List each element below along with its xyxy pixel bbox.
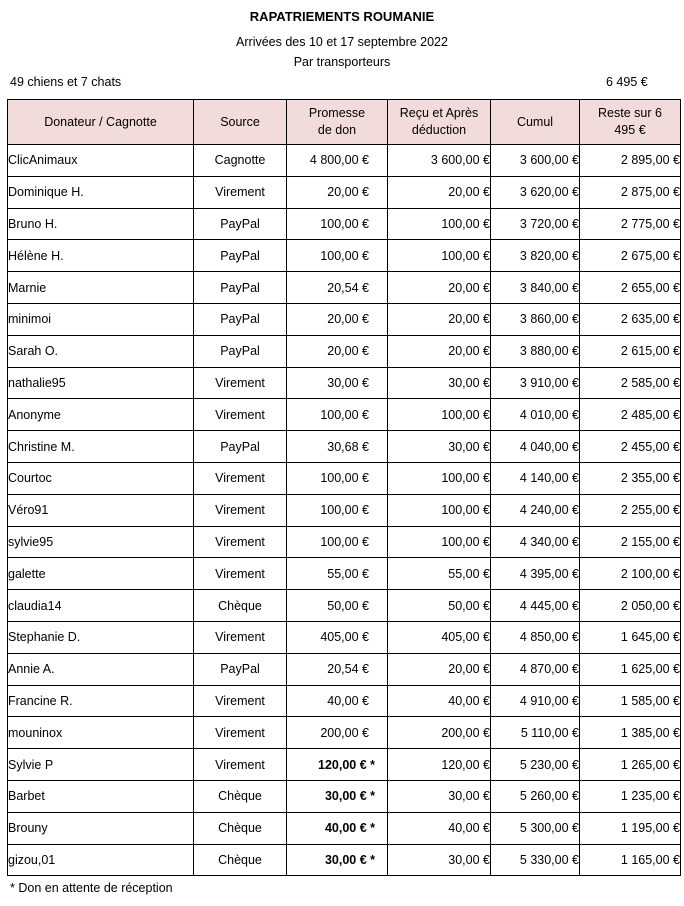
- table-row: [8, 494, 681, 526]
- table-body: [8, 145, 681, 876]
- cell-donor: Sarah O.: [8, 335, 194, 367]
- cell-cumul: 3 880,00 €: [491, 335, 580, 367]
- cell-reste: 2 155,00 €: [580, 526, 681, 558]
- cell-reste: 2 655,00 €: [580, 272, 681, 304]
- cell-reste: 1 385,00 €: [580, 717, 681, 749]
- cell-received: 100,00 €: [388, 462, 491, 494]
- table-row: [8, 303, 681, 335]
- cell-cumul: 4 240,00 €: [491, 494, 580, 526]
- table-row: [8, 399, 681, 431]
- cell-received: 20,00 €: [388, 303, 491, 335]
- cell-promise: 100,00 €: [287, 462, 388, 494]
- header-source: Source: [194, 100, 287, 145]
- cell-cumul: 5 110,00 €: [491, 717, 580, 749]
- cell-received: 3 600,00 €: [388, 145, 491, 177]
- cell-donor: Véro91: [8, 494, 194, 526]
- cell-donor: ClicAnimaux: [8, 145, 194, 177]
- cell-received: 20,00 €: [388, 272, 491, 304]
- cell-source: PayPal: [194, 335, 287, 367]
- cell-promise: 120,00 € *: [287, 749, 388, 781]
- cell-promise: 20,00 €: [287, 303, 388, 335]
- cell-promise: 50,00 €: [287, 590, 388, 622]
- cell-source: Virement: [194, 367, 287, 399]
- cell-cumul: 3 860,00 €: [491, 303, 580, 335]
- cell-cumul: 4 395,00 €: [491, 558, 580, 590]
- cell-promise: 100,00 €: [287, 399, 388, 431]
- cell-reste: 2 615,00 €: [580, 335, 681, 367]
- document-subtitle-transport: Par transporteurs: [293, 55, 391, 69]
- header-promise: Promesse de don: [287, 100, 388, 145]
- cell-source: Virement: [194, 558, 287, 590]
- animal-count: 49 chiens et 7 chats: [10, 75, 122, 89]
- cell-donor: Dominique H.: [8, 176, 194, 208]
- cell-source: Virement: [194, 717, 287, 749]
- cell-source: Virement: [194, 462, 287, 494]
- cell-cumul: 5 260,00 €: [491, 780, 580, 812]
- cell-cumul: 4 445,00 €: [491, 590, 580, 622]
- cell-source: PayPal: [194, 272, 287, 304]
- cell-donor: Anonyme: [8, 399, 194, 431]
- cell-source: PayPal: [194, 303, 287, 335]
- cell-reste: 2 585,00 €: [580, 367, 681, 399]
- cell-promise: 100,00 €: [287, 240, 388, 272]
- cell-reste: 2 050,00 €: [580, 590, 681, 622]
- cell-promise: 30,00 € *: [287, 780, 388, 812]
- cell-promise: 100,00 €: [287, 208, 388, 240]
- cell-cumul: 5 300,00 €: [491, 812, 580, 844]
- cell-received: 405,00 €: [388, 621, 491, 653]
- cell-received: 55,00 €: [388, 558, 491, 590]
- table-row: [8, 749, 681, 781]
- cell-cumul: 4 870,00 €: [491, 653, 580, 685]
- table-row: [8, 526, 681, 558]
- cell-source: Chèque: [194, 812, 287, 844]
- cell-donor: claudia14: [8, 590, 194, 622]
- cell-source: PayPal: [194, 431, 287, 463]
- cell-promise: 200,00 €: [287, 717, 388, 749]
- cell-received: 120,00 €: [388, 749, 491, 781]
- cell-received: 30,00 €: [388, 780, 491, 812]
- cell-reste: 2 895,00 €: [580, 145, 681, 177]
- cell-promise: 30,68 €: [287, 431, 388, 463]
- cell-reste: 2 775,00 €: [580, 208, 681, 240]
- cell-donor: Stephanie D.: [8, 621, 194, 653]
- cell-cumul: 4 010,00 €: [491, 399, 580, 431]
- cell-reste: 2 635,00 €: [580, 303, 681, 335]
- table-row: [8, 780, 681, 812]
- cell-received: 20,00 €: [388, 653, 491, 685]
- table-header-row: [8, 100, 681, 145]
- cell-source: PayPal: [194, 240, 287, 272]
- cell-source: Chèque: [194, 590, 287, 622]
- table-row: [8, 717, 681, 749]
- cell-source: Cagnotte: [194, 145, 287, 177]
- table-row: [8, 208, 681, 240]
- cell-received: 100,00 €: [388, 494, 491, 526]
- cell-source: Virement: [194, 749, 287, 781]
- cell-reste: 2 875,00 €: [580, 176, 681, 208]
- cell-reste: 2 675,00 €: [580, 240, 681, 272]
- cell-cumul: 5 230,00 €: [491, 749, 580, 781]
- table-row: [8, 462, 681, 494]
- table-row: [8, 367, 681, 399]
- cell-donor: Brouny: [8, 812, 194, 844]
- cell-promise: 20,00 €: [287, 176, 388, 208]
- cell-reste: 2 100,00 €: [580, 558, 681, 590]
- cell-donor: Francine R.: [8, 685, 194, 717]
- cell-source: Virement: [194, 526, 287, 558]
- cell-donor: Barbet: [8, 780, 194, 812]
- cell-donor: Annie A.: [8, 653, 194, 685]
- table-row: [8, 176, 681, 208]
- cell-donor: Courtoc: [8, 462, 194, 494]
- table-row: [8, 272, 681, 304]
- table-row: [8, 685, 681, 717]
- cell-cumul: 3 820,00 €: [491, 240, 580, 272]
- cell-promise: 20,00 €: [287, 335, 388, 367]
- cell-donor: Christine M.: [8, 431, 194, 463]
- footnote: * Don en attente de réception: [10, 881, 173, 895]
- cell-received: 100,00 €: [388, 240, 491, 272]
- cell-cumul: 4 850,00 €: [491, 621, 580, 653]
- cell-received: 50,00 €: [388, 590, 491, 622]
- cell-promise: 20,54 €: [287, 272, 388, 304]
- table-row: [8, 844, 681, 876]
- cell-received: 20,00 €: [388, 335, 491, 367]
- table-row: [8, 653, 681, 685]
- cell-donor: nathalie95: [8, 367, 194, 399]
- cell-received: 100,00 €: [388, 208, 491, 240]
- cell-cumul: 5 330,00 €: [491, 844, 580, 876]
- cell-source: Virement: [194, 621, 287, 653]
- table-row: [8, 335, 681, 367]
- document-subtitle: Arrivées des 10 et 17 septembre 2022: [236, 35, 448, 49]
- cell-received: 40,00 €: [388, 685, 491, 717]
- header-donor: Donateur / Cagnotte: [8, 100, 194, 145]
- cell-source: Chèque: [194, 780, 287, 812]
- cell-source: Virement: [194, 399, 287, 431]
- cell-cumul: 3 840,00 €: [491, 272, 580, 304]
- cell-donor: mouninox: [8, 717, 194, 749]
- table-row: [8, 558, 681, 590]
- cell-received: 200,00 €: [388, 717, 491, 749]
- table-row: [8, 240, 681, 272]
- header-reste: Reste sur 6 495 €: [580, 100, 681, 145]
- cell-reste: 2 355,00 €: [580, 462, 681, 494]
- cell-promise: 30,00 € *: [287, 844, 388, 876]
- cell-cumul: 3 720,00 €: [491, 208, 580, 240]
- cell-reste: 1 625,00 €: [580, 653, 681, 685]
- table-row: [8, 431, 681, 463]
- cell-promise: 100,00 €: [287, 494, 388, 526]
- cell-received: 30,00 €: [388, 844, 491, 876]
- cell-promise: 405,00 €: [287, 621, 388, 653]
- cell-received: 30,00 €: [388, 431, 491, 463]
- cell-cumul: 3 910,00 €: [491, 367, 580, 399]
- cell-received: 100,00 €: [388, 526, 491, 558]
- header-cumul: Cumul: [491, 100, 580, 145]
- cell-donor: sylvie95: [8, 526, 194, 558]
- cell-cumul: 4 340,00 €: [491, 526, 580, 558]
- cell-cumul: 4 040,00 €: [491, 431, 580, 463]
- cell-donor: gizou,01: [8, 844, 194, 876]
- cell-source: PayPal: [194, 208, 287, 240]
- cell-reste: 1 645,00 €: [580, 621, 681, 653]
- cell-reste: 1 165,00 €: [580, 844, 681, 876]
- cell-source: Virement: [194, 176, 287, 208]
- cell-received: 30,00 €: [388, 367, 491, 399]
- cell-reste: 1 235,00 €: [580, 780, 681, 812]
- cell-donor: Marnie: [8, 272, 194, 304]
- cell-reste: 2 455,00 €: [580, 431, 681, 463]
- cell-reste: 2 255,00 €: [580, 494, 681, 526]
- cell-received: 100,00 €: [388, 399, 491, 431]
- cell-reste: 1 585,00 €: [580, 685, 681, 717]
- cell-promise: 20,54 €: [287, 653, 388, 685]
- cell-received: 20,00 €: [388, 176, 491, 208]
- cell-cumul: 4 910,00 €: [491, 685, 580, 717]
- cell-cumul: 4 140,00 €: [491, 462, 580, 494]
- cell-cumul: 3 620,00 €: [491, 176, 580, 208]
- table-row: [8, 812, 681, 844]
- cell-received: 40,00 €: [388, 812, 491, 844]
- cell-source: Virement: [194, 494, 287, 526]
- cell-reste: 2 485,00 €: [580, 399, 681, 431]
- donations-table: [7, 99, 681, 876]
- cell-source: PayPal: [194, 653, 287, 685]
- document-title: RAPATRIEMENTS ROUMANIE: [249, 9, 435, 24]
- cell-promise: 100,00 €: [287, 526, 388, 558]
- cell-source: Virement: [194, 685, 287, 717]
- cell-cumul: 3 600,00 €: [491, 145, 580, 177]
- cell-promise: 40,00 € *: [287, 812, 388, 844]
- cell-reste: 1 265,00 €: [580, 749, 681, 781]
- table-row: [8, 590, 681, 622]
- cell-donor: Sylvie P: [8, 749, 194, 781]
- cell-promise: 4 800,00 €: [287, 145, 388, 177]
- cell-promise: 55,00 €: [287, 558, 388, 590]
- target-amount: 6 495 €: [606, 75, 648, 89]
- cell-promise: 40,00 €: [287, 685, 388, 717]
- table-row: [8, 621, 681, 653]
- cell-donor: Hélène H.: [8, 240, 194, 272]
- cell-donor: galette: [8, 558, 194, 590]
- header-received: Reçu et Après déduction: [388, 100, 491, 145]
- cell-donor: minimoi: [8, 303, 194, 335]
- cell-reste: 1 195,00 €: [580, 812, 681, 844]
- cell-donor: Bruno H.: [8, 208, 194, 240]
- table-row: [8, 145, 681, 177]
- cell-promise: 30,00 €: [287, 367, 388, 399]
- cell-source: Chèque: [194, 844, 287, 876]
